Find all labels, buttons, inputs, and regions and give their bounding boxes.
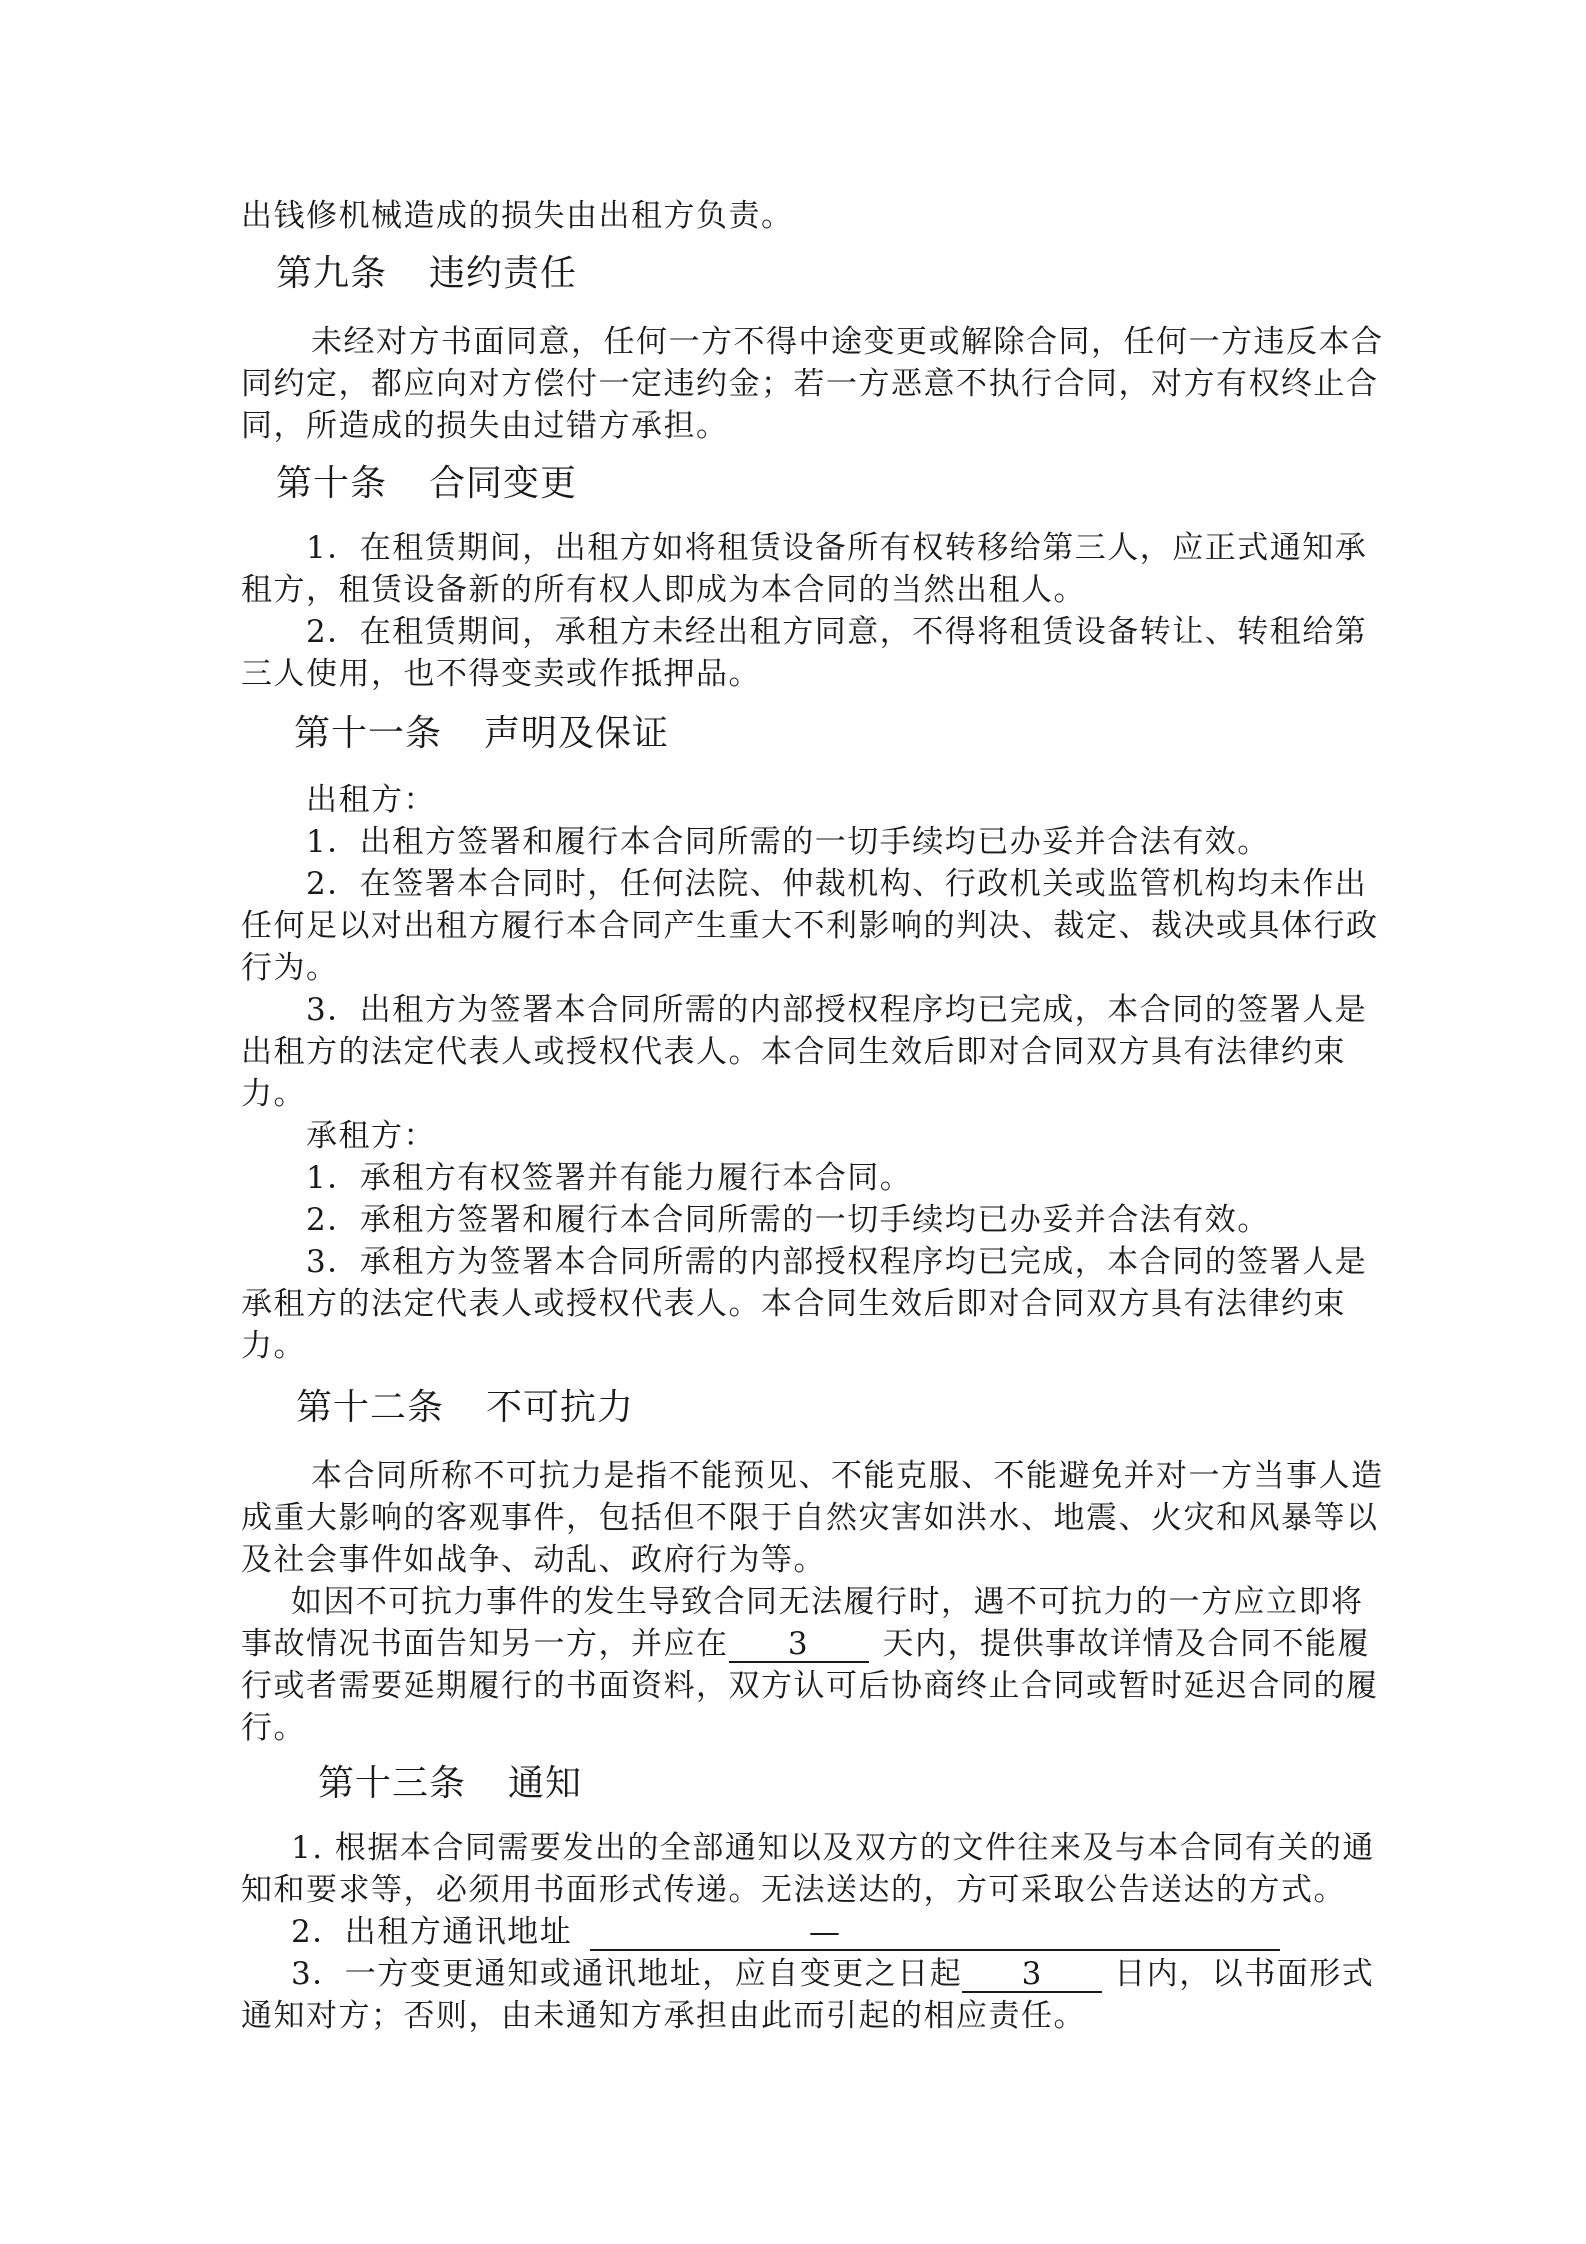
days-blank: 3 <box>729 1627 869 1663</box>
article-title: 违约责任 <box>429 253 578 294</box>
paragraph-line: 租方，租赁设备新的所有权人即成为本合同的当然出租人。 <box>241 572 1086 608</box>
paragraph-line: 任何足以对出租方履行本合同产生重大不利影响的判决、裁定、裁决或具体行政 <box>241 908 1379 944</box>
paragraph-line: 承租方的法定代表人或授权代表人。本合同生效后即对合同双方具有法律约束 <box>241 1286 1346 1322</box>
paragraph-line: 出租方的法定代表人或授权代表人。本合同生效后即对合同双方具有法律约束 <box>241 1034 1346 1070</box>
article-number: 第十二条 <box>296 1387 445 1428</box>
paragraph-line: 出钱修机械造成的损失由出租方负责。 <box>241 198 794 234</box>
paragraph-line: 1．在租赁期间，出租方如将租赁设备所有权转移给第三人，应正式通知承 <box>306 530 1368 566</box>
paragraph-line: 出租方： <box>306 782 436 818</box>
paragraph-line: 同，所造成的损失由过错方承担。 <box>241 408 729 444</box>
article-9-heading <box>276 252 577 296</box>
article-title: 不可抗力 <box>486 1387 635 1428</box>
article-11-heading <box>294 712 669 756</box>
paragraph-line: 力。 <box>241 1328 306 1364</box>
address-label: 2．出租方通讯地址 <box>291 1914 573 1950</box>
address-value: — <box>808 1914 842 1950</box>
paragraph-line: 行为。 <box>241 950 339 986</box>
paragraph-line: 1. 根据本合同需要发出的全部通知以及双方的文件往来及与本合同有关的通 <box>291 1830 1375 1866</box>
paragraph-line: 2．在签署本合同时，任何法院、仲裁机构、行政机关或监管机构均未作出 <box>306 866 1368 902</box>
paragraph-line: 3．出租方为签署本合同所需的内部授权程序均已完成，本合同的签署人是 <box>306 992 1368 1028</box>
article-12-heading <box>296 1386 634 1430</box>
days-blank: 3 <box>962 1957 1102 1993</box>
article-13-heading <box>318 1762 582 1806</box>
article-number: 第十三条 <box>318 1763 467 1804</box>
text-segment: 天内，提供事故详情及合同不能履 <box>882 1626 1370 1662</box>
paragraph-line <box>241 1624 1370 1664</box>
paragraph-line <box>291 1912 1280 1952</box>
article-title: 合同变更 <box>429 463 578 504</box>
paragraph-line: 3．承租方为签署本合同所需的内部授权程序均已完成，本合同的签署人是 <box>306 1244 1368 1280</box>
paragraph-line: 1．出租方签署和履行本合同所需的一切手续均已办妥并合法有效。 <box>306 824 1270 860</box>
paragraph-line: 成重大影响的客观事件，包括但不限于自然灾害如洪水、地震、火灾和风暴等以 <box>241 1500 1379 1536</box>
paragraph-line: 知和要求等，必须用书面形式传递。无法送达的，方可采取公告送达的方式。 <box>241 1872 1346 1908</box>
paragraph-line: 同约定，都应向对方偿付一定违约金；若一方恶意不执行合同，对方有权终止合 <box>241 366 1379 402</box>
text-segment: 日内，以书面形式 <box>1114 1956 1375 1992</box>
paragraph-line: 2．承租方签署和履行本合同所需的一切手续均已办妥并合法有效。 <box>306 1202 1270 1238</box>
paragraph-line: 力。 <box>241 1076 306 1112</box>
article-number: 第九条 <box>276 253 388 294</box>
text-segment: 3．一方变更通知或通讯地址，应自变更之日起 <box>291 1956 963 1992</box>
paragraph-line: 未经对方书面同意，任何一方不得中途变更或解除合同，任何一方违反本合 <box>311 324 1384 360</box>
article-number: 第十条 <box>276 463 388 504</box>
paragraph-line <box>291 1954 1374 1994</box>
paragraph-line: 通知对方；否则，由未通知方承担由此而引起的相应责任。 <box>241 1998 1086 2034</box>
paragraph-line: 如因不可抗力事件的发生导致合同无法履行时，遇不可抗力的一方应立即将 <box>291 1584 1364 1620</box>
article-title: 通知 <box>508 1763 583 1804</box>
paragraph-line: 及社会事件如战争、动乱、政府行为等。 <box>241 1542 826 1578</box>
article-title: 声明及保证 <box>484 713 670 754</box>
paragraph-line: 2．在租赁期间，承租方未经出租方同意，不得将租赁设备转让、转租给第 <box>306 614 1368 650</box>
article-number: 第十一条 <box>294 713 443 754</box>
paragraph-line: 1．承租方有权签署并有能力履行本合同。 <box>306 1160 913 1196</box>
paragraph-line: 三人使用，也不得变卖或作抵押品。 <box>241 656 761 692</box>
text-segment: 事故情况书面告知另一方，并应在 <box>241 1626 729 1662</box>
paragraph-line: 承租方： <box>306 1118 436 1154</box>
address-blank <box>590 1915 1280 1951</box>
paragraph-line: 行。 <box>241 1710 306 1746</box>
paragraph-line: 本合同所称不可抗力是指不能预见、不能克服、不能避免并对一方当事人造 <box>311 1458 1384 1494</box>
paragraph-line: 行或者需要延期履行的书面资料，双方认可后协商终止合同或暂时延迟合同的履 <box>241 1668 1379 1704</box>
article-10-heading <box>276 462 577 506</box>
